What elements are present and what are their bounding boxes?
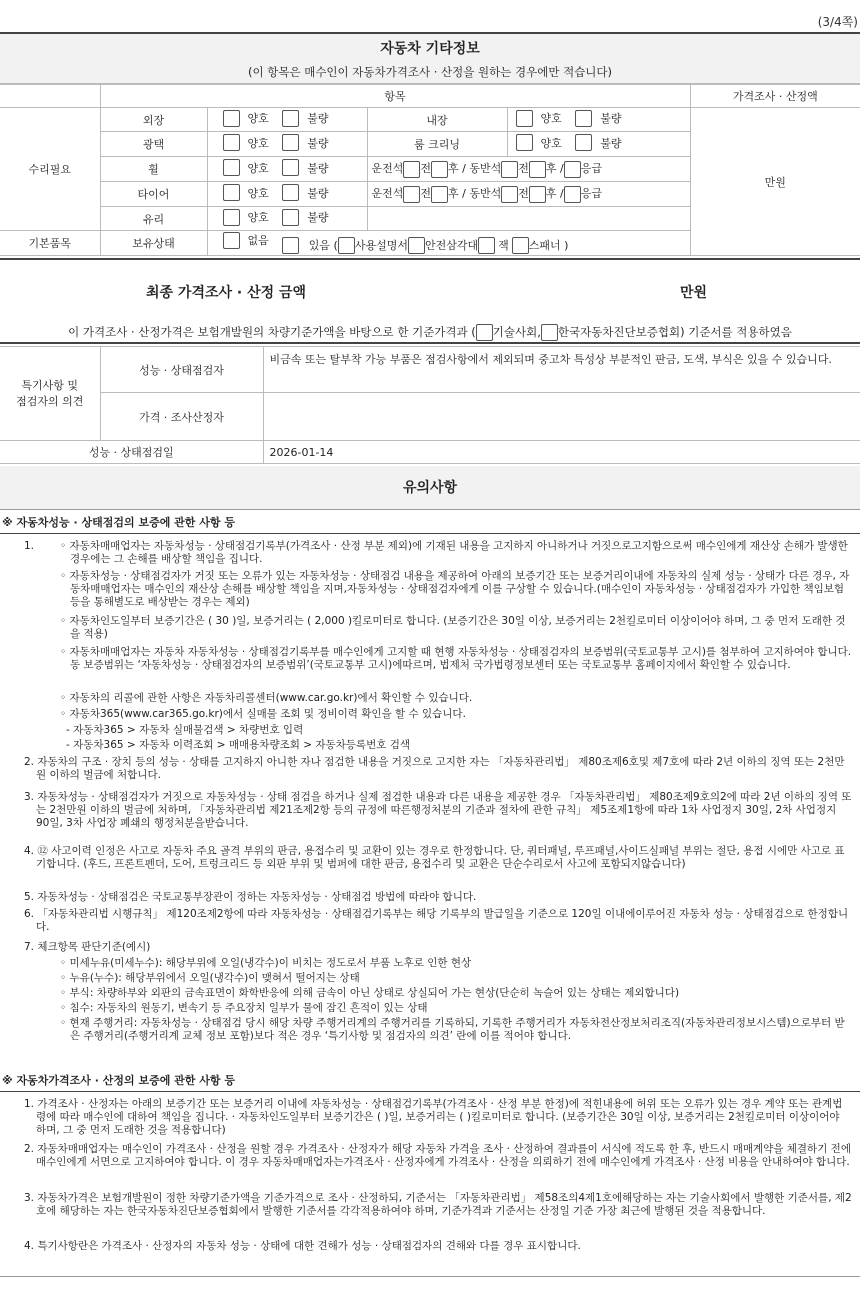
section-subtitle: (이 항목은 매수인이 자동차가격조사 · 산정을 원하는 경우에만 적습니다) [247,65,613,79]
s1-bullet-4: ◦ 자동차매매업자는 자동차 자동차성능 · 상태점검기록부를 매수인에게 고지할 때 현행 자동차성능 · 상태점검자의 보증범위(국토교통부 고시)를 첨부하여 고지하여야 합니다. 동 보증범위는 ‘자동차성능 · 상태점검자의 보증범위’(국토교통부 고시)에따르며, 법제처 국가법령정보센터 또는 국토교통부 홈페이지에서 확인할 수 있습니다. [60,646,852,672]
wheel-passenger-front-checkbox[interactable] [501,161,518,178]
row-exterior-label: 외장 [100,108,207,132]
row-gloss-label: 광택 [100,132,207,157]
opinion-table [0,346,860,464]
row-wheel-label: 휠 [100,157,207,182]
col-item-header: 항목 [100,85,690,108]
good-label: 양호 [247,112,269,125]
tire-driver-rear-checkbox[interactable] [431,186,448,203]
gloss-good-checkbox[interactable] [223,134,240,151]
row-glass-label: 유리 [100,207,207,231]
triangle-label: 안전삼각대 [424,238,479,252]
wheel-driver-rear-checkbox[interactable] [431,161,448,178]
tire-driver-front-checkbox[interactable] [403,186,420,203]
s2-item-1: 1. 가격조사 · 산정자는 아래의 보증기간 또는 보증거리 이내에 자동차성능 · 상태점검기록부(가격조사 · 산정 부분 한정)에 적힌내용에 허위 또는 오류가 있는 경우 계약 또는 관계법령에 따라 매수인에 대하여 책임을 집니다. · 자동차인도일부터 보증기간은 ( )일, 보증거리는 ( )킬로미터로 합니다. (보증기간은 30일 이상, 보증거리는 2천킬로미터 이상이어야 하며, 그 중 먼저 도래한 것을 적용합니다) [24,1098,843,1137]
s1-item1-number: 1. [24,540,35,552]
row-room-cleaning-label: 룸 크리닝 [367,132,507,157]
s1-item-7e: ◦ 현재 주행거리: 자동차성능 · 상태점검 당시 해당 차량 주행거리계의 주행거리를 기록하되, 기록한 주행거리가 자동차전산정보처리조직(자동차관리정보시스템)으로부터 받은 주행거리(주행거리계 교체 정보 포함)보다 적은 경우 ‘특기사항 및 점검자의 의견’ 란에 이를 적어야 합니다. [60,1017,845,1043]
spanner-label: 스패너 ) [528,238,569,252]
tire-good-checkbox[interactable] [223,184,240,201]
exterior-good-checkbox[interactable] [223,110,240,127]
bad-label: 불량 [307,161,329,175]
inspection-date-value: 2026-01-14 [263,441,860,464]
front-label: 전 [518,162,529,176]
page-number: (3/4쪽) [817,15,858,29]
tire-passenger-front-checkbox[interactable] [501,186,518,203]
row-interior-label: 내장 [367,108,507,132]
good-label: 양호 [247,211,269,224]
bad-label: 불량 [307,211,329,224]
s1-bullet-6: ◦ 자동차365(www.car365.go.kr)에서 실매물 조회 및 정비이력 확인을 할 수 있습니다. [60,708,466,720]
bad-label: 불량 [307,112,329,125]
interior-bad-checkbox[interactable] [575,110,592,127]
s1-item-5: 5. 자동차성능 · 상태점검은 국토교통부장관이 정하는 자동차성능 · 상태점검 방법에 따라야 합니다. [24,891,477,903]
s1-item-6: 6. 「자동차관리법 시행규칙」 제120조제2항에 따라 자동차성능 · 상태점검기록부는 해당 기록부의 발급일을 기준으로 120일 이내에이루어진 자동차 성능 · 상태점검으로 한정합니다. [24,908,849,934]
bad-label: 불량 [600,136,622,150]
s1-item-7: 7. 체크항목 판단기준(예시) [24,941,151,953]
good-label: 양호 [540,136,562,150]
association-checkbox[interactable] [541,324,558,341]
basis-pre: 이 가격조사 · 산정가격은 보험개발원의 차량기준가액을 바탕으로 한 기준가격과 ( [68,325,476,339]
basis-mid2: 한국자동차진단보증협회) 기준서를 적용하였음 [557,325,792,339]
s2-item-2: 2. 자동차매매업자는 매수인이 가격조사 · 산정을 원할 경우 가격조사 · 산정자가 해당 자동차 가격을 조사 · 산정하여 결과를이 서식에 적도록 한 후, 반드시 매매계약을 체결하기 전에 매수인에게 서면으로 고지하여야 합니다. 이 경우 자동차매매업자는가격조사 · 산정자에게 가격조사 · 산정을 의뢰하기 전에 매수인에게 가격조사 · 산정 비용을 안내하여야 합니다. [24,1143,851,1169]
group-basic-label: 기본품목 [0,231,100,256]
room-cleaning-good-checkbox[interactable] [516,134,533,151]
vehicle-other-info-table [0,84,860,256]
triangle-checkbox[interactable] [408,237,425,254]
appraiser-opinion-field[interactable] [263,393,860,441]
inspector-label: 성능 · 상태점검자 [100,347,263,393]
wheel-good-checkbox[interactable] [223,159,240,176]
exterior-bad-checkbox[interactable] [282,110,299,127]
rear-label: 후 / [545,162,564,176]
glass-bad-checkbox[interactable] [282,209,299,226]
appraiser-label: 가격 · 조사산정자 [100,393,263,441]
bottom-divider [0,1276,860,1277]
s1-bullet-8: - 자동차365 > 자동차 이력조회 > 매매용차량조회 > 자동차등록번호 검색 [66,739,410,751]
final-price-section [0,258,860,344]
section1-title: ※ 자동차성능 · 상태점검의 보증에 관한 사항 등 [0,512,860,534]
opinion-group-label: 특기사항 및 점검자의 의견 [0,347,100,441]
s1-item-7d: ◦ 침수: 자동차의 원동기, 변속기 등 주요장치 일부가 물에 잠긴 흔적이 있는 상태 [60,1002,428,1014]
manual-label: 사용설명서 [354,238,408,252]
front-label: 전 [518,187,529,201]
have-label: 있음 ( [308,238,338,252]
wheel-passenger-rear-checkbox[interactable] [529,161,546,178]
front-label: 전 [420,187,432,201]
rear-passenger-label: 후 / 동반석 [448,187,502,201]
row-possession-label: 보유상태 [100,231,207,256]
wheel-driver-front-checkbox[interactable] [403,161,420,178]
tech-society-checkbox[interactable] [476,324,493,341]
front-label: 전 [420,162,432,176]
none-label: 없음 [247,234,269,248]
s1-item-7a: ◦ 미세누유(미세누수): 해당부위에 오일(냉각수)이 비치는 정도로서 부품 노후로 인한 현상 [60,957,472,969]
bad-label: 불량 [600,112,622,125]
spanner-checkbox[interactable] [512,237,529,254]
s1-bullet-1: ◦ 자동차매매업자는 자동차성능 · 상태점검기록부(가격조사 · 산정 부분 제외)에 기재된 내용을 고지하지 아니하거나 거짓으로고지함으로써 매수인에게 재산상 손해가 발생한 경우에는 그 손해를 배상할 책임을 집니다. [60,540,848,566]
inspection-date-label: 성능 · 상태점검일 [0,441,263,464]
s2-item-3: 3. 자동차가격은 보험개발원이 정한 차량기준가액을 기준가격으로 조사 · 산정하되, 기준서는 「자동차관리법」 제58조의4제1호에해당하는 자는 기술사회에서 발행한 기준서를, 제2호에 해당하는 자는 한국자동차진단보증협회에서 발행한 기준서를 각각적용하여야 하며, 기준가격과 기준서는 산정일 기준 가장 최근에 발행된 것을 적용합니다. [24,1192,852,1218]
s1-item-4: 4. ⑫ 사고이력 인정은 사고로 자동차 주요 골격 부위의 판금, 용접수리 및 교환이 있는 경우로 한정합니다. 단, 쿼터패널, 루프패널,사이드실패널 부위는 절단, 용접 시에만 사고로 표기합니다. (후드, 프론트펜더, 도어, 트렁크리드 등 외판 부위 및 범퍼에 대한 판금, 용접수리 및 교환은 단순수리로서 사고에 포함되지않습니다) [24,845,845,871]
interior-good-checkbox[interactable] [516,110,533,127]
notice-title: 유의사항 [0,466,860,510]
s1-bullet-3: ◦ 자동차인도일부터 보증기간은 ( 30 )일, 보증거리는 ( 2,000 )킬로미터로 합니다. (보증기간은 30일 이상, 보증거리는 2천킬로미터 이상이어야 하며, 그 중 먼저 도래한 것을 적용) [60,615,846,641]
col-price-header: 가격조사 · 산정액 [690,85,860,108]
possession-none-checkbox[interactable] [223,232,240,249]
wheel-bad-checkbox[interactable] [282,159,299,176]
driver-seat-label: 운전석 [371,187,404,201]
final-price-label: 최종 가격조사 · 산정 금액 [146,285,307,301]
possession-have-checkbox[interactable] [282,237,299,254]
s1-item-7b: ◦ 누유(누수): 해당부위에서 오일(냉각수)이 맺혀서 떨어지는 상태 [60,972,360,984]
emergency-label: 응급 [580,162,602,176]
bad-label: 불량 [307,186,329,200]
inspector-opinion-text: 비금속 또는 탈부착 가능 부품은 점검사항에서 제외되며 중고차 특성상 부분적인 판금, 도색, 부식은 있을 수 있습니다. [263,347,860,393]
s2-item-4: 4. 특기사항란은 가격조사 · 산정자의 자동차 성능 · 상태에 대한 견해가 성능 · 상태점검자의 견해와 다를 경우 표시합니다. [24,1240,581,1252]
driver-seat-label: 운전석 [371,162,404,176]
rear-label: 후 / [545,187,564,201]
row-tire-label: 타이어 [100,182,207,207]
final-price-unit: 만원 [680,285,708,301]
price-unit: 만원 [690,108,860,256]
s1-item-2: 2. 자동차의 구조 · 장치 등의 성능 · 상태를 고지하지 아니한 자나 점검한 내용을 거짓으로 고지한 자는 「자동차관리법」 제80조제6호및 제7호에 따라 2년 이하의 징역 또는 2천만원 이하의 벌금에 처합니다. [24,756,845,782]
manual-checkbox[interactable] [338,237,355,254]
section-header [0,34,860,84]
s1-bullet-5: ◦ 자동차의 리콜에 관한 사항은 자동차리콜센터(www.car.go.kr)에서 확인할 수 있습니다. [60,692,473,704]
good-label: 양호 [540,112,562,125]
bad-label: 불량 [307,136,329,150]
section-title: 자동차 기타정보 [380,41,480,57]
basis-mid1: 기술사회, [492,325,541,339]
s1-bullet-2: ◦ 자동차성능 · 상태점검자가 거짓 또는 오류가 있는 자동차성능 · 상태점검 내용을 제공하여 아래의 보증기간 또는 보증거리이내에 자동차의 실제 성능 · 상태가 다른 경우, 자동차매매업자는 매수인의 재산상 손해를 배상할 책임을 지며,자동차성능 · 상태점검자에게 이를 구상할 수 있습니다.(매수인이 자동차성능 · 상태점검자가 가입한 책임보험 등을 통해별도로 배상받는 경우는 제외) [60,570,850,609]
s1-item-3: 3. 자동차성능 · 상태점검자가 거짓으로 자동차성능 · 상태 점검을 하거나 실제 점검한 내용과 다른 내용을 제공한 경우 「자동차관리법」 제80조제9호의2에 따라 2년 이하의 징역 또는 2천만원 이하의 벌금에 처하며, 「자동차관리법 제21조제2항 등의 규정에 따른행정처분의 기준과 절차에 관한 규칙」 제5조제1항에 따라 1차 사업정지 30일, 2차 사업정지 90일, 3차 사업장 폐쇄의 행정처분을받습니다. [24,791,852,830]
section2-title: ※ 자동차가격조사 · 산정의 보증에 관한 사항 등 [0,1070,860,1092]
emergency-label: 응급 [580,187,602,201]
basis-statement [0,324,860,341]
good-label: 양호 [247,186,269,200]
group-repair-label: 수리필요 [0,108,100,231]
room-cleaning-bad-checkbox[interactable] [575,134,592,151]
good-label: 양호 [247,161,269,175]
s1-item-7c: ◦ 부식: 차량하부와 외판의 금속표면이 화학반응에 의해 금속이 아닌 상태로 상실되어 가는 현상(단순히 녹슬어 있는 상태는 제외합니다) [60,987,680,999]
jack-checkbox[interactable] [478,237,495,254]
glass-good-checkbox[interactable] [223,209,240,226]
jack-label: 잭 [498,238,509,252]
tire-bad-checkbox[interactable] [282,184,299,201]
rear-passenger-label: 후 / 동반석 [448,162,502,176]
good-label: 양호 [247,136,269,150]
tire-emergency-checkbox[interactable] [564,186,581,203]
tire-passenger-rear-checkbox[interactable] [529,186,546,203]
wheel-emergency-checkbox[interactable] [564,161,581,178]
gloss-bad-checkbox[interactable] [282,134,299,151]
s1-bullet-7: - 자동차365 > 자동차 실매물검색 > 차량번호 입력 [66,724,304,736]
